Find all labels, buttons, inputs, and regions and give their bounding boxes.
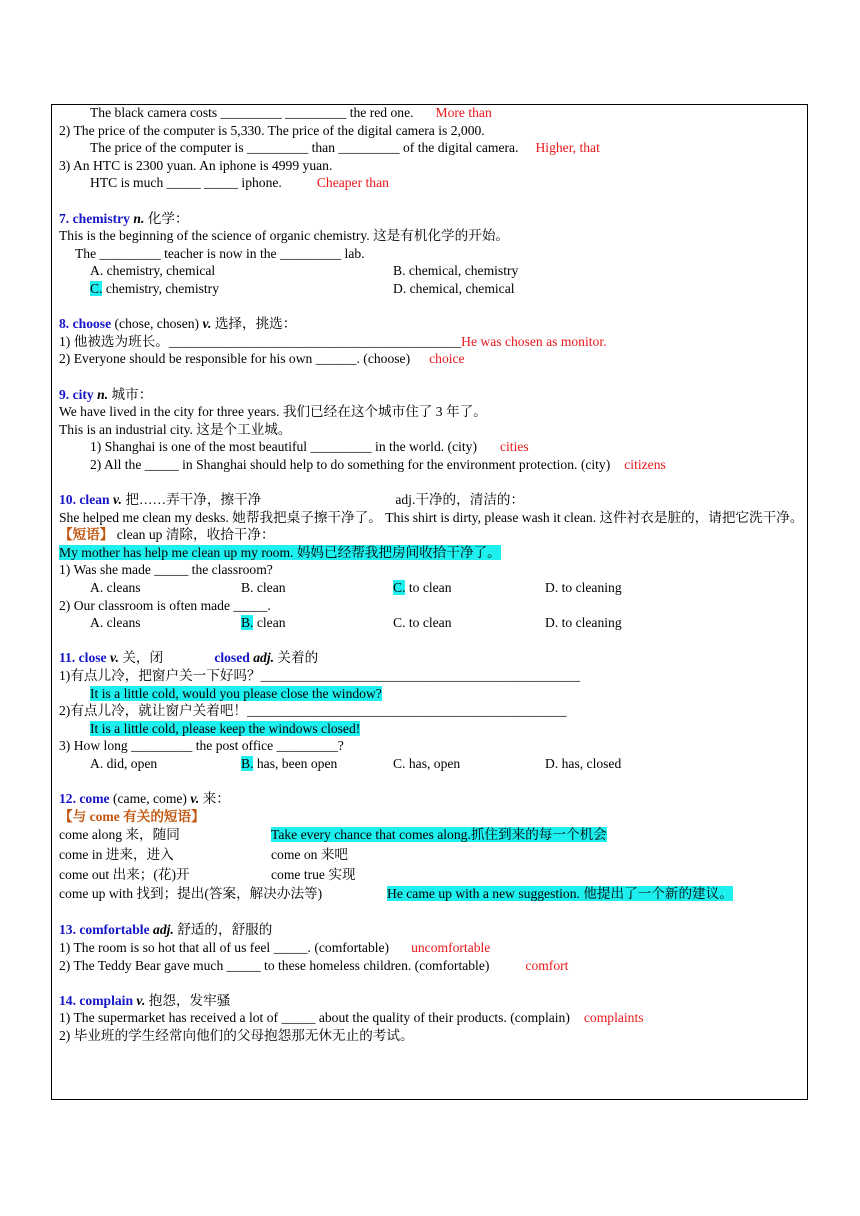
option-b: B. has, been open (241, 755, 338, 771)
phrase-text: come on 来吧 (271, 846, 349, 862)
exercise-line (59, 456, 807, 474)
entry-word: 9. city (59, 386, 94, 402)
answer-text: It is a little cold, please keep the windows closed! (90, 720, 361, 736)
phrase-text: come up with 找到；提出(答案，解决办法等) (59, 886, 323, 902)
phrase-row (59, 865, 807, 885)
question-text: 2) The price of the computer is 5,330. The price of the digital camera is 2,000. (59, 122, 485, 138)
exercise-line (59, 139, 807, 157)
phrase-row (59, 825, 807, 845)
option-d: D. chemical, chemical (393, 280, 515, 296)
phrase-example: My mother has help me clean up my room. 妈妈已经帮我把房间收拾干净了。 (59, 544, 501, 560)
entry-heading (59, 921, 807, 939)
entry-meaning: 城市： (111, 386, 153, 402)
phrase-text: come along 来，随同 (59, 827, 180, 843)
answer-text: citizens (624, 456, 666, 472)
question-text: 1) 他被选为班长。___________________________________________ (59, 333, 462, 349)
exercise-line (59, 104, 807, 122)
entry-pos: n. (97, 386, 109, 402)
question-text: 1) The supermarket has received a lot of _____ about the quality of their products. (complain) (59, 1010, 570, 1026)
option-b: B. chemical, chemistry (393, 263, 519, 279)
entry-heading (59, 992, 807, 1010)
example-sentence: This is the beginning of the science of organic chemistry. 这是有机化学的开始。 (59, 228, 510, 244)
question-text: HTC is much _____ _____ iphone. (90, 175, 282, 191)
answer-text: Cheaper than (316, 175, 389, 191)
entry-word: 10. clean (59, 492, 110, 508)
phrase-text: come out 出来；(花)开 (59, 866, 190, 882)
phrase-row (59, 845, 807, 865)
question-text: 3) An HTC is 2300 yuan. An iphone is 4999 yuan. (59, 157, 333, 173)
answer-text: uncomfortable (411, 939, 491, 955)
question-text: 1) Was she made _____ the classroom? (59, 562, 273, 578)
phrase-row (59, 884, 807, 904)
answer-text: choice (429, 351, 465, 367)
option-row (59, 755, 807, 773)
option-d: D. to cleaning (545, 580, 622, 596)
exercise-line (59, 157, 807, 175)
option-row (59, 262, 807, 280)
question-text: 1)有点儿冷，把窗户关一下好吗？_______________________________________________ (59, 668, 581, 683)
entry-adj-meaning: adj.干净的，清洁的： (395, 492, 525, 508)
exercise-line (59, 174, 807, 192)
question-text: 3) How long _________ the post office _________? (59, 738, 344, 754)
option-b: B. clean (241, 615, 286, 631)
exercise-line (59, 438, 807, 456)
exercise-line (59, 957, 807, 975)
entry-forms: (came, come) (109, 791, 191, 807)
answer-text: It is a little cold, would you please close the window? (90, 685, 382, 701)
answer-text: Higher, that (535, 140, 600, 156)
entry-meaning: 化学： (147, 210, 189, 226)
entry-pos: v. (202, 316, 212, 332)
entry-pos: n. (133, 210, 145, 226)
answer-text: He was chosen as monitor. (461, 333, 607, 349)
entry-word: 7. chemistry (59, 210, 130, 226)
option-a: A. cleans (90, 615, 141, 631)
entry-heading (59, 315, 807, 333)
exercise-line (59, 333, 807, 351)
example-sentence: She helped me clean my desks. 她帮我把桌子擦干净了。 This shirt is dirty, please wash it clean. 这件衬衣是脏的，请把它洗干净。 (59, 509, 804, 525)
entry-pos: v. (109, 650, 119, 666)
question-text: The price of the computer is _________ than _________ of the digital camera. (90, 140, 519, 156)
entry-word: 12. come (59, 791, 110, 807)
phrase-text: come in 进来，进入 (59, 846, 174, 862)
option-c: C. has, open (393, 755, 461, 771)
answer-text: comfort (525, 957, 569, 973)
entry-meaning: 舒适的，舒服的 (177, 922, 273, 938)
phrase-line (59, 526, 807, 544)
option-row (59, 614, 807, 632)
entry-heading (59, 491, 807, 509)
entry-pos: v. (190, 791, 200, 807)
entry-heading (59, 790, 807, 808)
entry-heading (59, 649, 807, 667)
exercise-line (59, 939, 807, 957)
option-c: C. to clean (393, 580, 452, 596)
option-a: A. did, open (90, 755, 158, 771)
question-text: 1) Shanghai is one of the most beautiful _________ in the world. (city) (90, 439, 477, 455)
option-row (59, 280, 807, 298)
entry-heading (59, 210, 807, 228)
example-sentence: This is an industrial city. 这是个工业城。 (59, 421, 292, 437)
phrase-example: He came up with a new suggestion. 他提出了一个新的建议。 (387, 886, 733, 902)
entry-adj-word: closed (214, 650, 250, 666)
question-text: The black camera costs _________ _________ the red one. (90, 105, 414, 120)
exercise-line (59, 1009, 807, 1027)
entry-word: 11. close (59, 650, 107, 666)
option-c: C. chemistry, chemistry (90, 280, 219, 296)
phrase-example: Take every chance that comes along.抓住到来的每一个机会 (271, 827, 607, 843)
entry-forms: (chose, chosen) (111, 316, 203, 332)
option-a: A. cleans (90, 580, 141, 596)
entry-heading (59, 386, 807, 404)
option-a: A. chemistry, chemical (90, 263, 216, 279)
entry-meaning: 抱怨，发牢骚 (148, 992, 231, 1008)
question-text: 2) Our classroom is often made _____. (59, 597, 271, 613)
question-text: 2) 毕业班的学生经常向他们的父母抱怨那无休无止的考试。 (59, 1027, 414, 1043)
entry-meaning: 把……弄干净，擦干净 (125, 492, 262, 508)
phrase-title: 【与 come 有关的短语】 (59, 808, 205, 824)
entry-word: 14. complain (59, 992, 134, 1008)
document-body (59, 104, 807, 1044)
phrase-tag: 【短语】 (59, 527, 114, 543)
entry-meaning: 关，闭 (122, 650, 164, 666)
question-text: 2) All the _____ in Shanghai should help to do something for the environment protection. (city) (90, 456, 611, 472)
entry-pos: v. (136, 992, 146, 1008)
question-text: 1) The room is so hot that all of us feel _____. (comfortable) (59, 939, 390, 955)
example-sentence: We have lived in the city for three years. 我们已经在这个城市住了 3 年了。 (59, 404, 487, 420)
entry-pos: v. (113, 492, 122, 508)
entry-adj-pos: adj. (253, 650, 275, 666)
entry-word: 8. choose (59, 316, 112, 332)
option-c: C. to clean (393, 615, 452, 631)
answer-text: More than (435, 105, 492, 120)
option-row (59, 579, 807, 597)
option-d: D. to cleaning (545, 615, 622, 631)
entry-meaning: 来： (202, 791, 230, 807)
question-text: The _________ teacher is now in the _________ lab. (75, 245, 365, 261)
entry-word: 13. comfortable (59, 922, 150, 938)
question-text: 2) The Teddy Bear gave much _____ to these homeless children. (comfortable) (59, 957, 490, 973)
option-b: B. clean (241, 580, 286, 596)
option-d: D. has, closed (545, 755, 622, 771)
phrase-text: come true 实现 (271, 866, 356, 882)
exercise-line (59, 122, 807, 140)
answer-text: complaints (583, 1010, 644, 1026)
answer-text: cities (499, 439, 529, 455)
entry-adj-meaning: 关着的 (277, 650, 319, 666)
entry-meaning: 选择，挑选： (214, 316, 297, 332)
entry-pos: adj. (153, 922, 174, 938)
question-text: 2)有点儿冷，就让窗户关着吧！_______________________________________________ (59, 703, 567, 719)
exercise-line (59, 350, 807, 368)
question-text: 2) Everyone should be responsible for his own ______. (choose) (59, 351, 411, 367)
phrase-text: clean up 清除，收拾干净： (113, 527, 275, 543)
